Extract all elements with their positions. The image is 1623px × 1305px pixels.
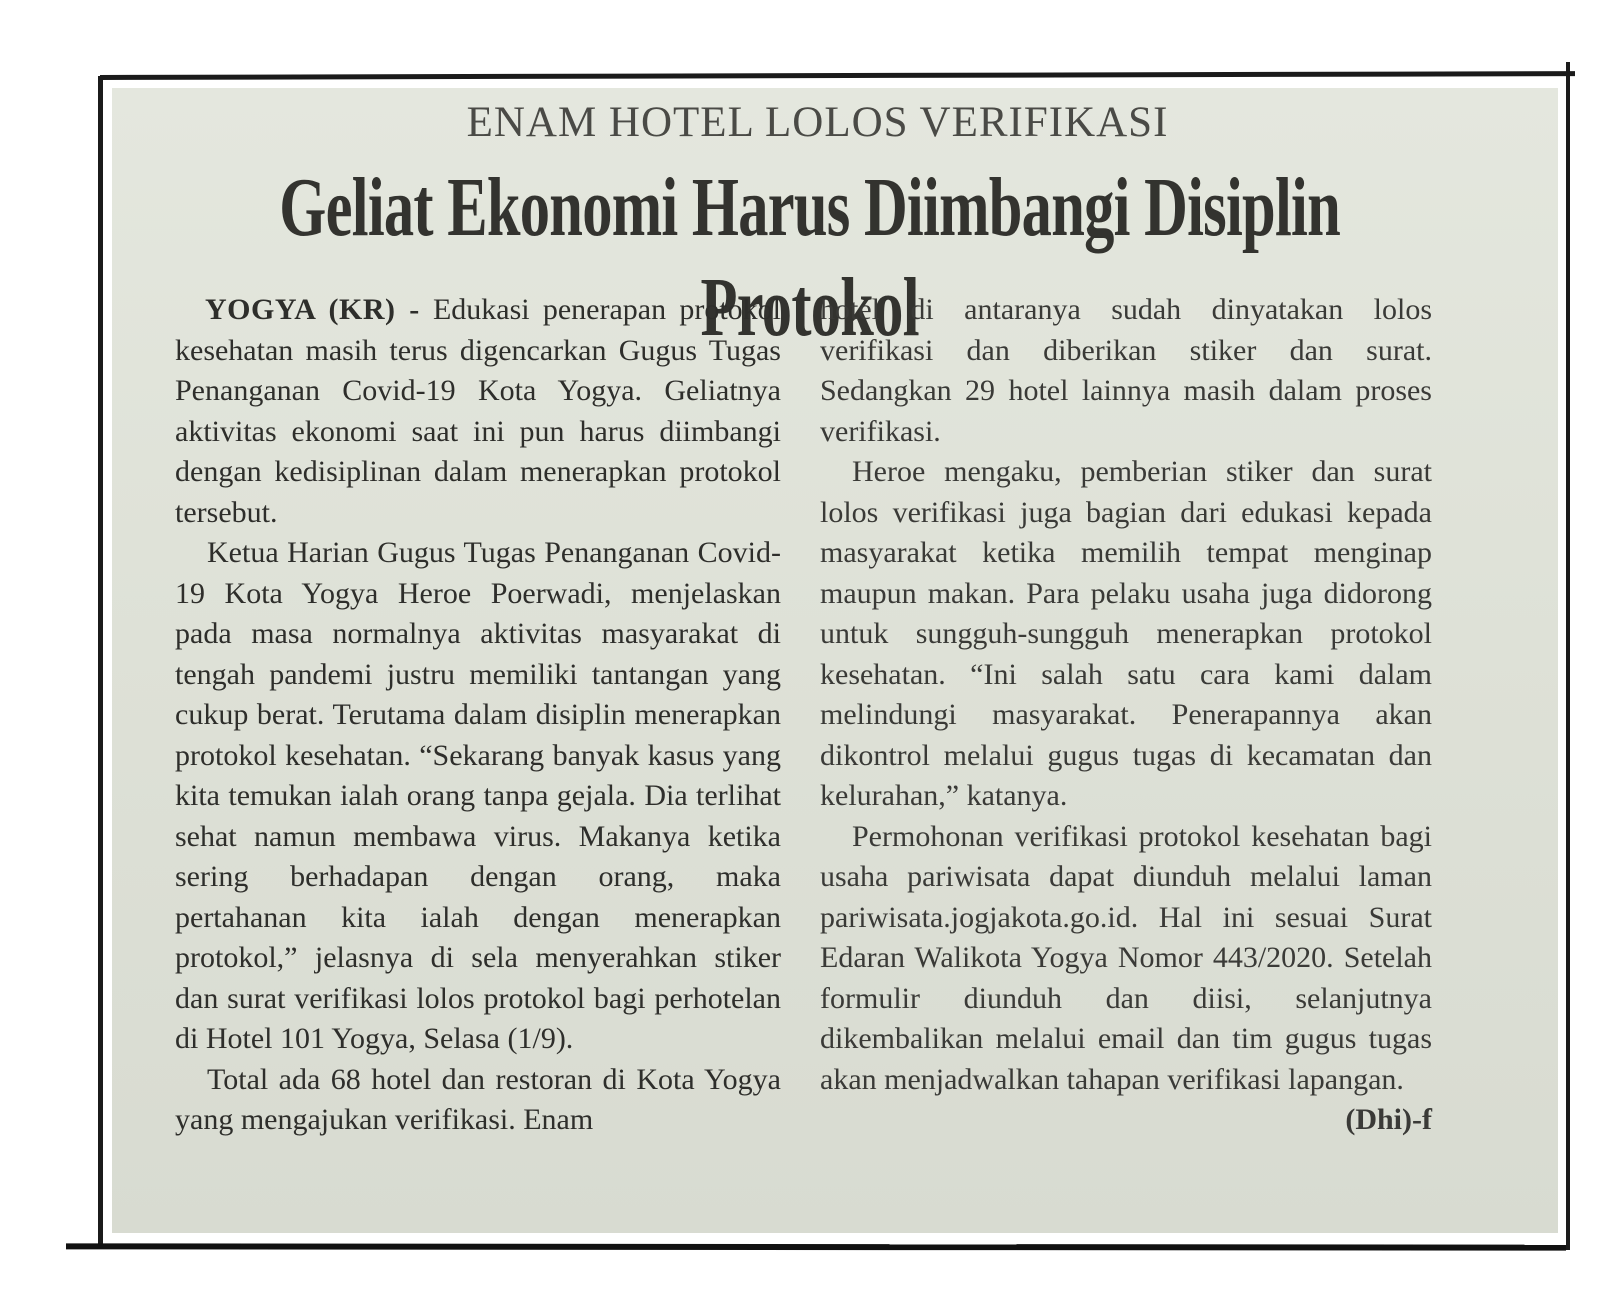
article-kicker: ENAM HOTEL LOLOS VERIFIKASI [466, 99, 1169, 146]
article-headline: Geliat Ekonomi Harus Diimbangi Disiplin Protokol [279, 161, 1341, 354]
lead-text: Edukasi penerapan protokol kesehatan masih terus digencarkan Gugus Tugas Penanganan Covid-19 Kota Yogya. Geliatnya aktivitas ekonomi saat ini pun harus diimbangi dengan kedisiplinan dalam menerapkan protokol tersebut. [175, 293, 782, 529]
paragraph-continued: hotel di antaranya sudah dinyatakan lolos verifikasi dan diberikan stiker dan surat. Sedangkan 29 hotel lainnya masih dalam proses verifikasi. [820, 293, 1432, 448]
paragraph: Total ada 68 hotel dan restoran di Kota Yogya yang mengajukan verifikasi. Enam [175, 1062, 781, 1136]
right-column [820, 290, 1432, 1141]
paragraph-lead [175, 290, 781, 533]
left-column [175, 290, 781, 1141]
final-text: Permohonan verifikasi protokol kesehatan bagi usaha pariwisata dapat diunduh melalui laman pariwisata.jogjakota.go.id. Hal ini sesuai Surat Edaran Walikota Yogya Nomor 443/2020. Setelah formulir diunduh dan diisi, selanjutnya dikembalikan melalui email dan tim gugus tugas akan menjadwalkan tahapan verifikasi lapangan. [820, 819, 1432, 1096]
frame-top-border [100, 71, 1575, 80]
frame-bottom-border [66, 1243, 1566, 1250]
frame-right-border [1566, 62, 1570, 1250]
paragraph-final [820, 817, 1432, 1136]
paragraph: Heroe mengaku, pemberian stiker dan surat lolos verifikasi juga bagian dari edukasi kepada masyarakat ketika memilih tempat menginap maupun makan. Para pelaku usaha juga didorong untuk sungguh-sungguh menerapkan protokol kesehatan. “Ini salah satu cara kami dalam melindungi masyarakat. Penerapannya akan dikontrol melalui gugus tugas di kecamatan dan kelurahan,” katanya. [820, 455, 1432, 812]
frame-left-border [98, 76, 103, 1248]
author-byline: (Dhi)-f [1345, 1103, 1432, 1136]
paragraph: Ketua Harian Gugus Tugas Penanganan Covid-19 Kota Yogya Heroe Poerwadi, menjelaskan pada masa normalnya aktivitas masyarakat di tengah pandemi justru memiliki tantangan yang cukup berat. Terutama dalam disiplin menerapkan protokol kesehatan. “Sekarang banyak kasus yang kita temukan ialah orang tanpa gejala. Dia terlihat sehat namun membawa virus. Makanya ketika sering berhadapan dengan orang, maka pertahanan kita ialah dengan menerapkan protokol,” jelasnya di sela menyerahkan stiker dan surat verifikasi lolos protokol bagi perhotelan di Hotel 101 Yogya, Selasa (1/9). [175, 536, 781, 1055]
dateline: YOGYA (KR) - [205, 293, 420, 326]
